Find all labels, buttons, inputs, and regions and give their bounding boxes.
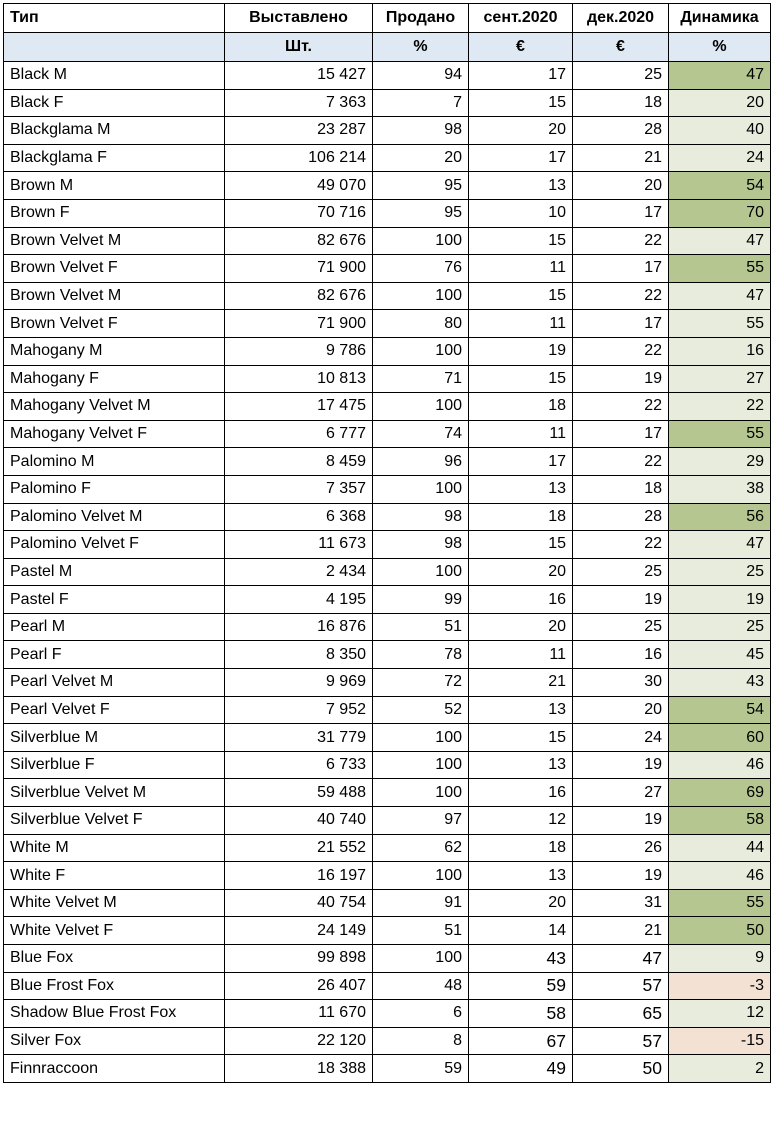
cell-type: Pearl M bbox=[4, 613, 225, 641]
cell-listed: 11 670 bbox=[225, 1000, 373, 1028]
header-sold: Продано bbox=[373, 4, 469, 33]
cell-sep-2020: 43 bbox=[469, 945, 573, 973]
cell-listed: 18 388 bbox=[225, 1055, 373, 1083]
cell-dynamics: 47 bbox=[669, 531, 771, 559]
header-dynamics: Динамика bbox=[669, 4, 771, 33]
cell-sep-2020: 17 bbox=[469, 62, 573, 90]
table-row bbox=[4, 558, 771, 586]
cell-type: Pastel M bbox=[4, 558, 225, 586]
table-row bbox=[4, 696, 771, 724]
cell-dec-2020: 17 bbox=[573, 199, 669, 227]
cell-sold: 51 bbox=[373, 917, 469, 945]
cell-listed: 70 716 bbox=[225, 199, 373, 227]
cell-dynamics: 46 bbox=[669, 751, 771, 779]
cell-dynamics: 24 bbox=[669, 144, 771, 172]
cell-type: Pearl F bbox=[4, 641, 225, 669]
cell-dec-2020: 19 bbox=[573, 807, 669, 835]
unit-dynamics: % bbox=[669, 33, 771, 62]
cell-sold: 91 bbox=[373, 889, 469, 917]
cell-dynamics: 45 bbox=[669, 641, 771, 669]
header-sep-2020: сент.2020 bbox=[469, 4, 573, 33]
cell-sep-2020: 19 bbox=[469, 337, 573, 365]
cell-dynamics: 70 bbox=[669, 199, 771, 227]
cell-type: Silver Fox bbox=[4, 1027, 225, 1055]
cell-sep-2020: 59 bbox=[469, 972, 573, 1000]
cell-dec-2020: 21 bbox=[573, 917, 669, 945]
cell-sep-2020: 20 bbox=[469, 613, 573, 641]
cell-sep-2020: 13 bbox=[469, 475, 573, 503]
table-row bbox=[4, 751, 771, 779]
cell-dec-2020: 27 bbox=[573, 779, 669, 807]
cell-type: Mahogany Velvet M bbox=[4, 393, 225, 421]
cell-sold: 94 bbox=[373, 62, 469, 90]
table-body bbox=[4, 62, 771, 1083]
cell-listed: 15 427 bbox=[225, 62, 373, 90]
cell-type: Brown Velvet M bbox=[4, 227, 225, 255]
cell-listed: 17 475 bbox=[225, 393, 373, 421]
cell-dec-2020: 20 bbox=[573, 172, 669, 200]
cell-sep-2020: 15 bbox=[469, 227, 573, 255]
cell-type: Silverblue M bbox=[4, 724, 225, 752]
cell-dec-2020: 20 bbox=[573, 696, 669, 724]
cell-dec-2020: 19 bbox=[573, 751, 669, 779]
cell-dec-2020: 17 bbox=[573, 310, 669, 338]
cell-sep-2020: 11 bbox=[469, 310, 573, 338]
cell-type: Brown Velvet M bbox=[4, 282, 225, 310]
cell-sep-2020: 15 bbox=[469, 365, 573, 393]
table-row bbox=[4, 834, 771, 862]
cell-sep-2020: 13 bbox=[469, 751, 573, 779]
cell-dec-2020: 19 bbox=[573, 365, 669, 393]
cell-dynamics: 9 bbox=[669, 945, 771, 973]
header-listed: Выставлено bbox=[225, 4, 373, 33]
cell-type: Pearl Velvet M bbox=[4, 669, 225, 697]
unit-sep-2020: € bbox=[469, 33, 573, 62]
cell-listed: 6 777 bbox=[225, 420, 373, 448]
cell-listed: 49 070 bbox=[225, 172, 373, 200]
cell-type: Pastel F bbox=[4, 586, 225, 614]
table-row bbox=[4, 420, 771, 448]
cell-dec-2020: 57 bbox=[573, 972, 669, 1000]
cell-type: White M bbox=[4, 834, 225, 862]
cell-listed: 2 434 bbox=[225, 558, 373, 586]
cell-sold: 95 bbox=[373, 172, 469, 200]
cell-dynamics: 16 bbox=[669, 337, 771, 365]
cell-sep-2020: 15 bbox=[469, 282, 573, 310]
cell-dynamics: 22 bbox=[669, 393, 771, 421]
cell-dec-2020: 18 bbox=[573, 89, 669, 117]
table-row bbox=[4, 144, 771, 172]
cell-listed: 7 952 bbox=[225, 696, 373, 724]
cell-dynamics: 46 bbox=[669, 862, 771, 890]
cell-listed: 4 195 bbox=[225, 586, 373, 614]
cell-dynamics: 47 bbox=[669, 282, 771, 310]
cell-listed: 10 813 bbox=[225, 365, 373, 393]
cell-sold: 51 bbox=[373, 613, 469, 641]
cell-type: Palomino Velvet F bbox=[4, 531, 225, 559]
unit-dec-2020: € bbox=[573, 33, 669, 62]
cell-dec-2020: 28 bbox=[573, 503, 669, 531]
table-row bbox=[4, 807, 771, 835]
cell-dynamics: 47 bbox=[669, 227, 771, 255]
table-row bbox=[4, 227, 771, 255]
header-row bbox=[4, 4, 771, 33]
unit-listed: Шт. bbox=[225, 33, 373, 62]
table-row bbox=[4, 337, 771, 365]
cell-listed: 6 733 bbox=[225, 751, 373, 779]
cell-sep-2020: 67 bbox=[469, 1027, 573, 1055]
cell-sold: 71 bbox=[373, 365, 469, 393]
cell-dec-2020: 65 bbox=[573, 1000, 669, 1028]
cell-listed: 7 357 bbox=[225, 475, 373, 503]
table-row bbox=[4, 199, 771, 227]
cell-type: Palomino M bbox=[4, 448, 225, 476]
cell-sep-2020: 15 bbox=[469, 531, 573, 559]
cell-dec-2020: 25 bbox=[573, 558, 669, 586]
cell-listed: 21 552 bbox=[225, 834, 373, 862]
cell-sold: 100 bbox=[373, 724, 469, 752]
cell-sold: 20 bbox=[373, 144, 469, 172]
cell-sold: 78 bbox=[373, 641, 469, 669]
cell-sold: 62 bbox=[373, 834, 469, 862]
cell-dynamics: 40 bbox=[669, 117, 771, 145]
cell-listed: 71 900 bbox=[225, 310, 373, 338]
cell-listed: 71 900 bbox=[225, 255, 373, 283]
table-row bbox=[4, 448, 771, 476]
table-row bbox=[4, 613, 771, 641]
cell-listed: 9 969 bbox=[225, 669, 373, 697]
cell-listed: 106 214 bbox=[225, 144, 373, 172]
table-row bbox=[4, 1055, 771, 1083]
cell-dec-2020: 19 bbox=[573, 586, 669, 614]
cell-type: White Velvet F bbox=[4, 917, 225, 945]
cell-type: Black F bbox=[4, 89, 225, 117]
cell-dec-2020: 28 bbox=[573, 117, 669, 145]
cell-type: Palomino Velvet M bbox=[4, 503, 225, 531]
cell-dec-2020: 22 bbox=[573, 282, 669, 310]
table-row bbox=[4, 365, 771, 393]
cell-sold: 95 bbox=[373, 199, 469, 227]
cell-sep-2020: 18 bbox=[469, 834, 573, 862]
table-row bbox=[4, 972, 771, 1000]
cell-dynamics: 54 bbox=[669, 696, 771, 724]
cell-dynamics: 60 bbox=[669, 724, 771, 752]
header-dec-2020: дек.2020 bbox=[573, 4, 669, 33]
cell-sep-2020: 15 bbox=[469, 89, 573, 117]
cell-dynamics: 58 bbox=[669, 807, 771, 835]
cell-sold: 8 bbox=[373, 1027, 469, 1055]
cell-sold: 76 bbox=[373, 255, 469, 283]
cell-sold: 100 bbox=[373, 779, 469, 807]
cell-dynamics: 54 bbox=[669, 172, 771, 200]
cell-sold: 48 bbox=[373, 972, 469, 1000]
cell-dynamics: 25 bbox=[669, 613, 771, 641]
cell-dec-2020: 22 bbox=[573, 227, 669, 255]
cell-dec-2020: 25 bbox=[573, 613, 669, 641]
table-row bbox=[4, 117, 771, 145]
cell-sold: 100 bbox=[373, 945, 469, 973]
cell-sep-2020: 20 bbox=[469, 558, 573, 586]
cell-sep-2020: 17 bbox=[469, 448, 573, 476]
cell-sold: 100 bbox=[373, 393, 469, 421]
cell-listed: 40 740 bbox=[225, 807, 373, 835]
cell-dec-2020: 26 bbox=[573, 834, 669, 862]
cell-dec-2020: 22 bbox=[573, 337, 669, 365]
cell-sep-2020: 21 bbox=[469, 669, 573, 697]
cell-type: White F bbox=[4, 862, 225, 890]
cell-listed: 24 149 bbox=[225, 917, 373, 945]
cell-dynamics: 55 bbox=[669, 420, 771, 448]
cell-dec-2020: 30 bbox=[573, 669, 669, 697]
table-row bbox=[4, 917, 771, 945]
cell-type: Brown M bbox=[4, 172, 225, 200]
cell-dynamics: 56 bbox=[669, 503, 771, 531]
table-row bbox=[4, 779, 771, 807]
cell-dec-2020: 31 bbox=[573, 889, 669, 917]
cell-type: Brown Velvet F bbox=[4, 255, 225, 283]
cell-sep-2020: 15 bbox=[469, 724, 573, 752]
cell-sold: 100 bbox=[373, 862, 469, 890]
cell-dec-2020: 21 bbox=[573, 144, 669, 172]
cell-type: Mahogany F bbox=[4, 365, 225, 393]
cell-sold: 7 bbox=[373, 89, 469, 117]
cell-listed: 99 898 bbox=[225, 945, 373, 973]
table-row bbox=[4, 669, 771, 697]
cell-sep-2020: 58 bbox=[469, 1000, 573, 1028]
cell-sold: 98 bbox=[373, 117, 469, 145]
cell-sold: 6 bbox=[373, 1000, 469, 1028]
cell-type: Finnraccoon bbox=[4, 1055, 225, 1083]
cell-dynamics: -3 bbox=[669, 972, 771, 1000]
units-row bbox=[4, 33, 771, 62]
cell-type: Palomino F bbox=[4, 475, 225, 503]
cell-type: Silverblue Velvet M bbox=[4, 779, 225, 807]
table-row bbox=[4, 724, 771, 752]
cell-dynamics: 2 bbox=[669, 1055, 771, 1083]
cell-dynamics: 25 bbox=[669, 558, 771, 586]
cell-sold: 97 bbox=[373, 807, 469, 835]
cell-sep-2020: 11 bbox=[469, 420, 573, 448]
cell-sep-2020: 13 bbox=[469, 172, 573, 200]
table-row bbox=[4, 393, 771, 421]
cell-listed: 40 754 bbox=[225, 889, 373, 917]
cell-listed: 11 673 bbox=[225, 531, 373, 559]
cell-dec-2020: 50 bbox=[573, 1055, 669, 1083]
cell-sold: 52 bbox=[373, 696, 469, 724]
cell-sep-2020: 18 bbox=[469, 503, 573, 531]
cell-dynamics: 55 bbox=[669, 255, 771, 283]
cell-listed: 22 120 bbox=[225, 1027, 373, 1055]
cell-dec-2020: 47 bbox=[573, 945, 669, 973]
cell-sep-2020: 10 bbox=[469, 199, 573, 227]
cell-dynamics: 19 bbox=[669, 586, 771, 614]
cell-dec-2020: 25 bbox=[573, 62, 669, 90]
cell-type: White Velvet M bbox=[4, 889, 225, 917]
cell-sold: 74 bbox=[373, 420, 469, 448]
table-row bbox=[4, 475, 771, 503]
cell-listed: 16 876 bbox=[225, 613, 373, 641]
cell-type: Brown Velvet F bbox=[4, 310, 225, 338]
cell-dec-2020: 17 bbox=[573, 420, 669, 448]
cell-dynamics: 27 bbox=[669, 365, 771, 393]
cell-dynamics: 12 bbox=[669, 1000, 771, 1028]
cell-dec-2020: 22 bbox=[573, 448, 669, 476]
table-row bbox=[4, 862, 771, 890]
table-row bbox=[4, 945, 771, 973]
table-row bbox=[4, 1027, 771, 1055]
cell-dec-2020: 22 bbox=[573, 531, 669, 559]
unit-sold: % bbox=[373, 33, 469, 62]
cell-sep-2020: 16 bbox=[469, 586, 573, 614]
header-type: Тип bbox=[4, 4, 225, 33]
table-row bbox=[4, 310, 771, 338]
cell-listed: 82 676 bbox=[225, 227, 373, 255]
cell-type: Blue Frost Fox bbox=[4, 972, 225, 1000]
table-row bbox=[4, 282, 771, 310]
cell-dynamics: 55 bbox=[669, 889, 771, 917]
table-row bbox=[4, 503, 771, 531]
table-row bbox=[4, 1000, 771, 1028]
cell-type: Silverblue Velvet F bbox=[4, 807, 225, 835]
cell-dec-2020: 19 bbox=[573, 862, 669, 890]
cell-sold: 98 bbox=[373, 503, 469, 531]
table-row bbox=[4, 889, 771, 917]
cell-listed: 16 197 bbox=[225, 862, 373, 890]
cell-listed: 82 676 bbox=[225, 282, 373, 310]
cell-listed: 59 488 bbox=[225, 779, 373, 807]
cell-listed: 8 459 bbox=[225, 448, 373, 476]
table-row bbox=[4, 641, 771, 669]
cell-sep-2020: 12 bbox=[469, 807, 573, 835]
cell-dynamics: 47 bbox=[669, 62, 771, 90]
auction-results-table bbox=[3, 3, 771, 1083]
cell-listed: 23 287 bbox=[225, 117, 373, 145]
cell-sep-2020: 14 bbox=[469, 917, 573, 945]
cell-sep-2020: 18 bbox=[469, 393, 573, 421]
cell-listed: 8 350 bbox=[225, 641, 373, 669]
cell-sold: 100 bbox=[373, 751, 469, 779]
unit-type bbox=[4, 33, 225, 62]
cell-listed: 7 363 bbox=[225, 89, 373, 117]
cell-listed: 9 786 bbox=[225, 337, 373, 365]
cell-dec-2020: 24 bbox=[573, 724, 669, 752]
cell-sold: 100 bbox=[373, 475, 469, 503]
cell-type: Blackglama M bbox=[4, 117, 225, 145]
cell-type: Mahogany M bbox=[4, 337, 225, 365]
cell-type: Pearl Velvet F bbox=[4, 696, 225, 724]
cell-dec-2020: 17 bbox=[573, 255, 669, 283]
cell-sold: 100 bbox=[373, 282, 469, 310]
cell-dynamics: 38 bbox=[669, 475, 771, 503]
cell-type: Brown F bbox=[4, 199, 225, 227]
table-row bbox=[4, 89, 771, 117]
cell-sep-2020: 11 bbox=[469, 641, 573, 669]
cell-type: Blue Fox bbox=[4, 945, 225, 973]
cell-sold: 80 bbox=[373, 310, 469, 338]
cell-sold: 59 bbox=[373, 1055, 469, 1083]
cell-sold: 99 bbox=[373, 586, 469, 614]
cell-type: Mahogany Velvet F bbox=[4, 420, 225, 448]
cell-sep-2020: 20 bbox=[469, 889, 573, 917]
cell-dec-2020: 57 bbox=[573, 1027, 669, 1055]
cell-sold: 100 bbox=[373, 337, 469, 365]
cell-dynamics: 50 bbox=[669, 917, 771, 945]
cell-type: Silverblue F bbox=[4, 751, 225, 779]
table-row bbox=[4, 172, 771, 200]
cell-dynamics: 43 bbox=[669, 669, 771, 697]
cell-sold: 72 bbox=[373, 669, 469, 697]
cell-sep-2020: 13 bbox=[469, 862, 573, 890]
cell-sep-2020: 16 bbox=[469, 779, 573, 807]
cell-listed: 31 779 bbox=[225, 724, 373, 752]
cell-type: Blackglama F bbox=[4, 144, 225, 172]
cell-listed: 6 368 bbox=[225, 503, 373, 531]
table-row bbox=[4, 586, 771, 614]
cell-sep-2020: 13 bbox=[469, 696, 573, 724]
cell-sold: 100 bbox=[373, 558, 469, 586]
cell-dynamics: 55 bbox=[669, 310, 771, 338]
cell-type: Black M bbox=[4, 62, 225, 90]
cell-sep-2020: 11 bbox=[469, 255, 573, 283]
cell-sold: 100 bbox=[373, 227, 469, 255]
cell-sold: 98 bbox=[373, 531, 469, 559]
cell-dynamics: 69 bbox=[669, 779, 771, 807]
cell-listed: 26 407 bbox=[225, 972, 373, 1000]
cell-dynamics: -15 bbox=[669, 1027, 771, 1055]
cell-dynamics: 44 bbox=[669, 834, 771, 862]
cell-dec-2020: 22 bbox=[573, 393, 669, 421]
cell-type: Shadow Blue Frost Fox bbox=[4, 1000, 225, 1028]
cell-dynamics: 29 bbox=[669, 448, 771, 476]
cell-sep-2020: 20 bbox=[469, 117, 573, 145]
cell-sep-2020: 17 bbox=[469, 144, 573, 172]
table-row bbox=[4, 62, 771, 90]
table-row bbox=[4, 531, 771, 559]
cell-dec-2020: 16 bbox=[573, 641, 669, 669]
cell-sold: 96 bbox=[373, 448, 469, 476]
table-row bbox=[4, 255, 771, 283]
cell-dynamics: 20 bbox=[669, 89, 771, 117]
cell-sep-2020: 49 bbox=[469, 1055, 573, 1083]
cell-dec-2020: 18 bbox=[573, 475, 669, 503]
